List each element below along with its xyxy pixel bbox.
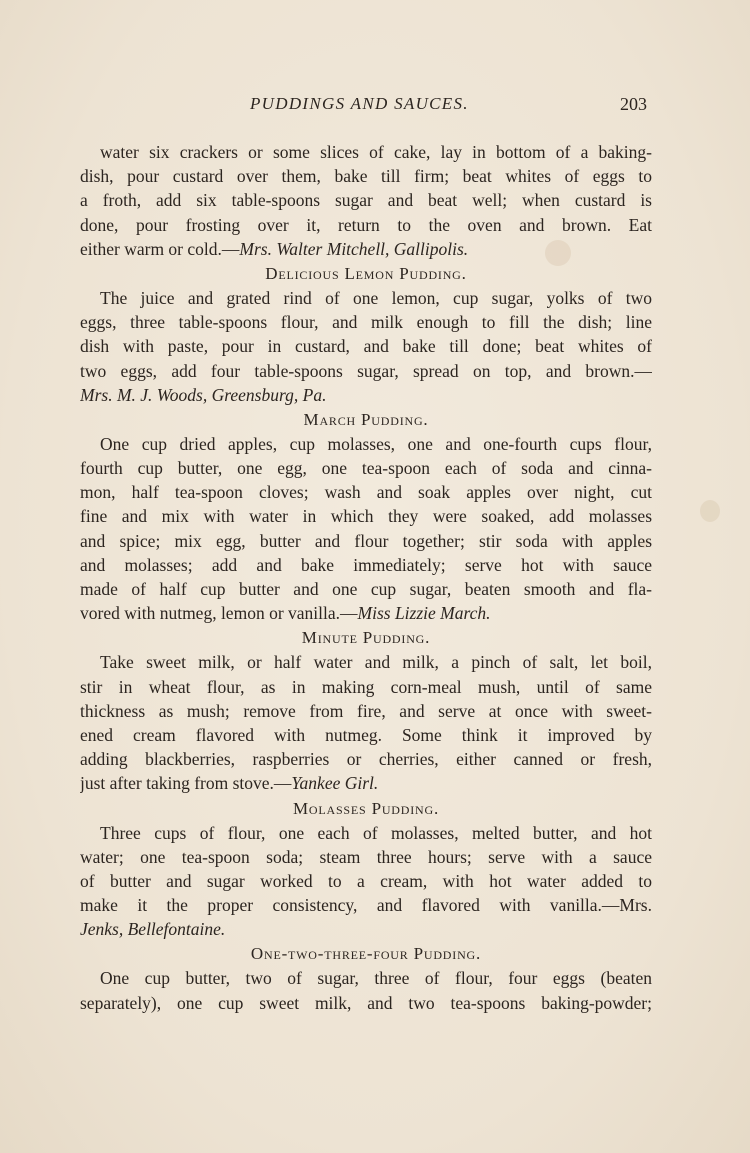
recipe-attribution: Miss Lizzie March. <box>357 603 491 624</box>
text-line: just after taking from stove.—Yankee Girl. <box>80 773 379 794</box>
recipe-paragraph <box>80 966 652 1014</box>
recipe-attribution: Yankee Girl. <box>291 773 379 794</box>
recipe-heading: Minute Pudding. <box>301 628 431 648</box>
text-line: make it the proper consistency, and flavored with vanilla.—Mrs. <box>80 895 652 916</box>
text-line: ened cream flavored with nutmeg. Some think it improved by <box>80 724 652 745</box>
page-body <box>80 140 652 1015</box>
text-line: two eggs, add four table-spoons sugar, spread on top, and brown.— <box>80 360 652 381</box>
text-line: The juice and grated rind of one lemon, cup sugar, yolks of two <box>100 287 652 308</box>
recipe-attribution: Mrs. M. J. Woods, Greensburg, Pa. <box>80 384 327 405</box>
recipe-paragraph <box>80 650 652 795</box>
text-line: One cup dried apples, cup molasses, one and one-fourth cups flour, <box>100 433 652 454</box>
text-line: separately), one cup sweet milk, and two tea-spoons baking-powder; <box>80 992 652 1013</box>
text-line: vored with nutmeg, lemon or vanilla.—Miss Lizzie March. <box>80 603 491 624</box>
text-line: mon, half tea-spoon cloves; wash and soak apples over night, cut <box>80 482 652 503</box>
text-line: fine and mix with water in which they were soaked, add molasses <box>80 506 652 527</box>
text-line: Take sweet milk, or half water and milk, a pinch of salt, let boil, <box>100 652 652 673</box>
text-line: dish with paste, pour in custard, and bake till done; beat whites of <box>80 336 652 357</box>
page-number: 203 <box>620 94 647 114</box>
text-line <box>80 383 652 407</box>
text-line: adding blackberries, raspberries or cherries, either canned or fresh, <box>80 749 652 770</box>
recipe-paragraph <box>80 821 652 942</box>
text-line: Three cups of flour, one each of molasses, melted butter, and hot <box>100 822 652 843</box>
recipe-attribution: Jenks, Bellefontaine. <box>80 919 226 940</box>
text-line <box>80 917 652 941</box>
text-line: a froth, add six table-spoons sugar and beat well; when custard is <box>80 190 652 211</box>
recipe-attribution: Mrs. Walter Mitchell, Gallipolis. <box>239 238 469 259</box>
text-line: water; one tea-spoon soda; steam three hours; serve with a sauce <box>80 846 652 867</box>
running-head: PUDDINGS AND SAUCES. <box>250 94 469 113</box>
text-line: either warm or cold.—Mrs. Walter Mitchell, Gallipolis. <box>80 238 469 259</box>
text-line: dish, pour custard over them, bake till firm; beat whites of eggs to <box>80 166 652 187</box>
recipe-paragraph <box>80 286 652 407</box>
text-line: made of half cup butter and one cup sugar, beaten smooth and fla- <box>80 579 652 599</box>
text-line: and spice; mix egg, butter and flour together; stir soda with apples <box>80 530 652 551</box>
text-line: and molasses; add and bake immediately; serve hot with sauce <box>80 554 652 575</box>
text-line: fourth cup butter, one egg, one tea-spoon each of soda and cinna- <box>80 458 652 479</box>
text-line: eggs, three table-spoons flour, and milk enough to fill the dish; line <box>80 312 652 333</box>
text-line: One cup butter, two of sugar, three of flour, four eggs (beaten <box>100 968 652 989</box>
page-header <box>0 94 750 118</box>
recipe-heading: One-two-three-four Pudding. <box>250 944 482 964</box>
text-line: of butter and sugar worked to a cream, with hot water added to <box>80 870 652 891</box>
recipe-heading: Delicious Lemon Pudding. <box>265 263 467 283</box>
text-line: water six crackers or some slices of cake, lay in bottom of a baking- <box>100 142 652 162</box>
text-line: stir in wheat flour, as in making corn-meal mush, until of same <box>80 676 652 697</box>
stain-spot <box>700 500 720 522</box>
recipe-heading: Molasses Pudding. <box>292 798 439 818</box>
recipe-paragraph <box>80 140 652 261</box>
recipe-heading: March Pudding. <box>303 409 429 429</box>
text-line: thickness as mush; remove from fire, and serve at once with sweet- <box>80 700 652 721</box>
text-line: done, pour frosting over it, return to the oven and brown. Eat <box>80 214 652 235</box>
recipe-paragraph <box>80 432 652 626</box>
